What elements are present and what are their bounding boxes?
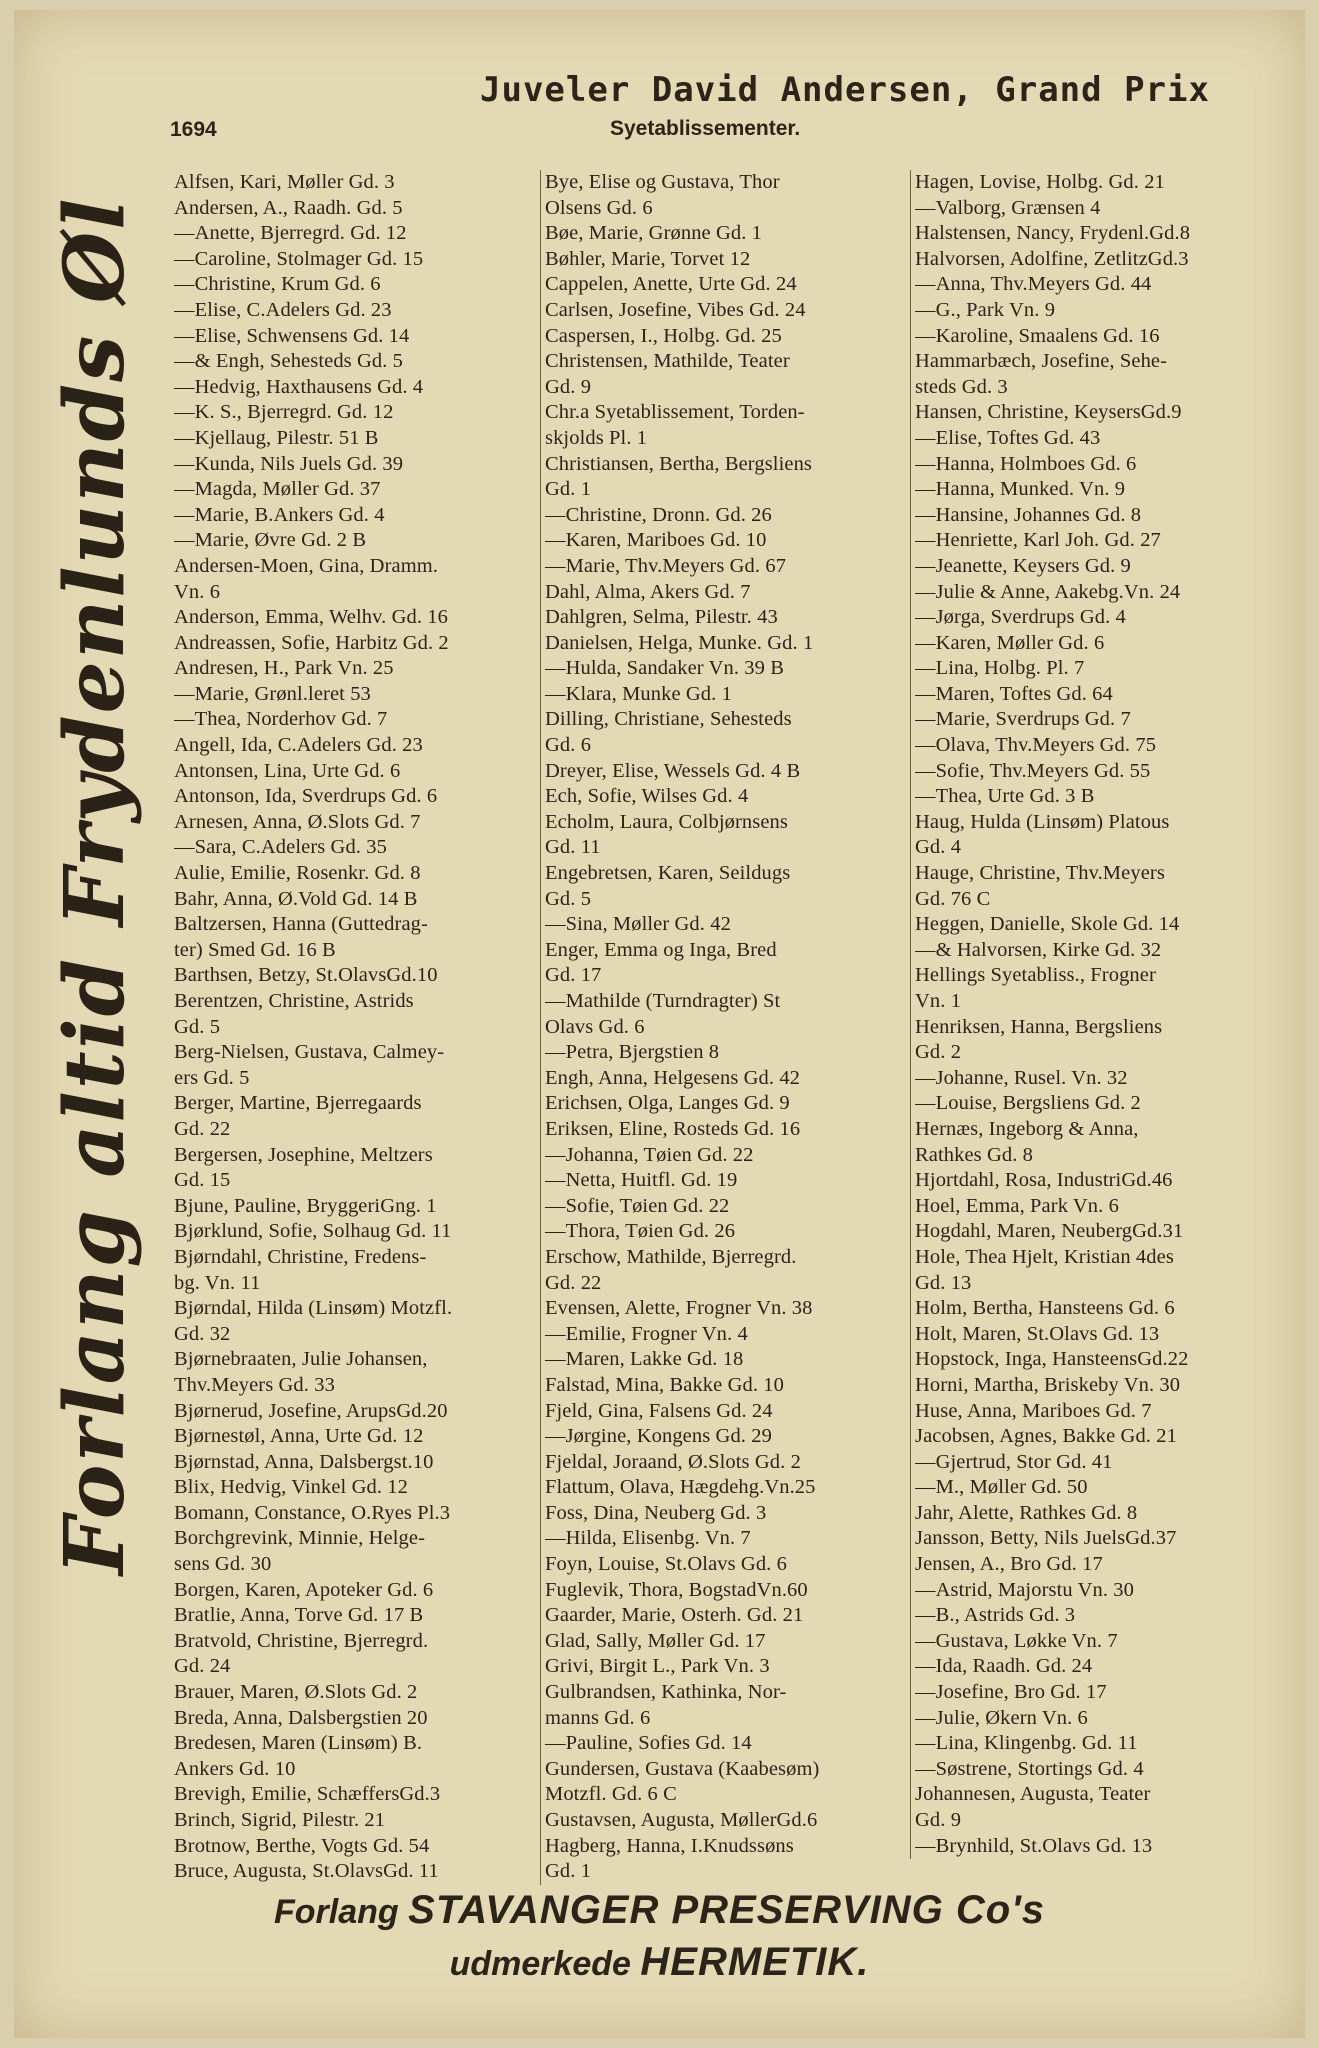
directory-entry: Andersen-Moen, Gina, Dramm. [174, 554, 439, 577]
directory-entry: Bjørnstad, Anna, Dalsbergst.10 [174, 1450, 434, 1473]
directory-entry: Bahr, Anna, Ø.Vold Gd. 14 B [174, 887, 418, 910]
directory-entry: Caspersen, I., Holbg. Gd. 25 [545, 324, 782, 347]
directory-entry: —Kunda, Nils Juels Gd. 39 [174, 452, 404, 475]
directory-entry: —Sofie, Tøien Gd. 22 [545, 1194, 730, 1217]
directory-entry: Bjørndal, Hilda (Linsøm) Motzfl. [174, 1297, 453, 1320]
directory-entry: —Klara, Munke Gd. 1 [545, 682, 732, 705]
directory-entry: Holt, Maren, St.Olavs Gd. 13 [915, 1322, 1160, 1345]
directory-entry: Johannesen, Augusta, Teater [915, 1783, 1151, 1806]
directory-entry: Aulie, Emilie, Rosenkr. Gd. 8 [174, 862, 421, 885]
directory-entry: Berentzen, Christine, Astrids [174, 990, 414, 1012]
directory-entry: Blix, Hedvig, Vinkel Gd. 12 [174, 1476, 408, 1499]
directory-entry: Dreyer, Elise, Wessels Gd. 4 B [545, 759, 801, 782]
directory-entry: Hagberg, Hanna, I.Knudssøns [545, 1834, 794, 1857]
directory-entry: Erichsen, Olga, Langes Gd. 9 [545, 1092, 790, 1115]
directory-entry: —Thea, Norderhov Gd. 7 [174, 708, 388, 731]
directory-entry: —Marie, Thv.Meyers Gd. 67 [545, 554, 787, 577]
directory-entry: —Hilda, Elisenbg. Vn. 7 [545, 1527, 751, 1550]
directory-entry: Heggen, Danielle, Skole Gd. 14 [915, 913, 1180, 936]
directory-entry: Bøe, Marie, Grønne Gd. 1 [545, 222, 763, 245]
directory-entry: —Petra, Bjergstien 8 [545, 1041, 720, 1064]
directory-entry: —Astrid, Majorstu Vn. 30 [915, 1578, 1134, 1601]
directory-entry: Bruce, Augusta, St.OlavsGd. 11 [174, 1860, 439, 1883]
directory-entry: Grivi, Birgit L., Park Vn. 3 [545, 1655, 770, 1678]
directory-entry: ers Gd. 5 [174, 1066, 250, 1089]
directory-entry: Borgen, Karen, Apoteker Gd. 6 [174, 1578, 434, 1601]
directory-entry: Gd. 17 [545, 964, 602, 987]
directory-entry: Thv.Meyers Gd. 33 [174, 1373, 335, 1396]
directory-entry: Bomann, Constance, O.Ryes Pl.3 [174, 1501, 451, 1524]
directory-entry: —& Engh, Sehesteds Gd. 5 [174, 350, 404, 373]
directory-entry: Gaarder, Marie, Osterh. Gd. 21 [545, 1604, 804, 1627]
directory-entry: —Caroline, Stolmager Gd. 15 [174, 247, 424, 270]
directory-entry: Gd. 9 [545, 375, 592, 398]
footer-advertisement-line-2 [0, 1940, 1319, 1985]
directory-entry: Holm, Bertha, Hansteens Gd. 6 [915, 1297, 1175, 1320]
directory-entry: skjolds Pl. 1 [545, 426, 648, 449]
directory-entry: Motzfl. Gd. 6 C [545, 1783, 677, 1806]
directory-entry: —Gjertrud, Stor Gd. 41 [915, 1450, 1113, 1473]
directory-entry: —Louise, Bergsliens Gd. 2 [915, 1092, 1141, 1115]
directory-entry: —Marie, B.Ankers Gd. 4 [174, 503, 385, 526]
directory-entry: Bjune, Pauline, BryggeriGng. 1 [174, 1194, 437, 1217]
directory-entry: —& Halvorsen, Kirke Gd. 32 [915, 938, 1162, 961]
section-title: Syetablissementer. [610, 117, 801, 140]
directory-entry: —B., Astrids Gd. 3 [915, 1604, 1076, 1627]
directory-entry: —Maren, Lakke Gd. 18 [545, 1348, 744, 1371]
directory-entry: —Pauline, Sofies Gd. 14 [545, 1732, 752, 1755]
directory-entry: —Christine, Dronn. Gd. 26 [545, 503, 772, 526]
directory-entry: Halvorsen, Adolfine, ZetlitzGd.3 [915, 247, 1189, 270]
directory-entry: Henriksen, Hanna, Bergsliens [915, 1015, 1163, 1038]
directory-entry: Hellings Syetabliss., Frogner [915, 964, 1156, 987]
directory-entry: Bjørnerud, Josefine, ArupsGd.20 [174, 1399, 448, 1422]
directory-entry: —Sina, Møller Gd. 42 [545, 913, 731, 936]
directory-entry: Arnesen, Anna, Ø.Slots Gd. 7 [174, 810, 421, 833]
directory-entry: sens Gd. 30 [174, 1553, 272, 1576]
directory-entry: Flattum, Olava, Hægdehg.Vn.25 [545, 1476, 816, 1499]
directory-entry: Enger, Emma og Inga, Bred [545, 938, 777, 961]
directory-entry: Erschow, Mathilde, Bjerregrd. [545, 1245, 797, 1268]
directory-entry: Gundersen, Gustava (Kaabesøm) [545, 1757, 820, 1780]
directory-entry: Andreassen, Sofie, Harbitz Gd. 2 [174, 631, 449, 654]
directory-entry: Gd. 22 [545, 1271, 602, 1294]
directory-entry: Hansen, Christine, KeysersGd.9 [915, 401, 1182, 424]
directory-entry: Bjørndahl, Christine, Fredens- [174, 1245, 427, 1268]
side-advertisement: Forlang altid Frydenlunds Øl [47, 196, 143, 1575]
directory-entry: Fjeldal, Joraand, Ø.Slots Gd. 2 [545, 1450, 801, 1473]
directory-entry: Gd. 15 [174, 1169, 231, 1192]
directory-entry: manns Gd. 6 [545, 1706, 651, 1729]
directory-entry: Gd. 1 [545, 478, 592, 501]
directory-entry: Brauer, Maren, Ø.Slots Gd. 2 [174, 1681, 418, 1704]
footer-line-2-prefix: udmerkede [449, 1945, 631, 1983]
directory-entry: Berger, Martine, Bjerregaards [174, 1092, 422, 1115]
directory-entry: Echolm, Laura, Colbjørnsens [545, 810, 788, 833]
directory-entry: —Mathilde (Turndragter) St [545, 990, 781, 1012]
directory-entry: Hagen, Lovise, Holbg. Gd. 21 [915, 171, 1165, 193]
directory-entry: —Jørga, Sverdrups Gd. 4 [915, 606, 1126, 629]
directory-entry: Christiansen, Bertha, Bergsliens [545, 452, 813, 475]
directory-entry: Carlsen, Josefine, Vibes Gd. 24 [545, 298, 806, 321]
directory-entry: —G., Park Vn. 9 [915, 298, 1056, 321]
directory-entry: —Ida, Raadh. Gd. 24 [915, 1655, 1093, 1678]
directory-entry: Falstad, Mina, Bakke Gd. 10 [545, 1373, 784, 1396]
directory-entry: Hammarbæch, Josefine, Sehe- [915, 350, 1168, 373]
directory-entry: Gd. 2 [915, 1041, 962, 1064]
directory-column-2 [540, 170, 901, 1885]
directory-entry: Hjortdahl, Rosa, IndustriGd.46 [915, 1169, 1173, 1192]
directory-entry: Evensen, Alette, Frogner Vn. 38 [545, 1297, 813, 1320]
directory-entry: Huse, Anna, Mariboes Gd. 7 [915, 1399, 1152, 1422]
directory-entry: Bye, Elise og Gustava, Thor [545, 171, 780, 193]
directory-entry: —Gustava, Løkke Vn. 7 [915, 1629, 1118, 1652]
directory-entry: Angell, Ida, C.Adelers Gd. 23 [174, 734, 423, 757]
directory-entry: Borchgrevink, Minnie, Helge- [174, 1527, 426, 1550]
directory-entry: steds Gd. 3 [915, 375, 1008, 398]
directory-entry: —Marie, Sverdrups Gd. 7 [915, 708, 1131, 731]
directory-entry: Andresen, H., Park Vn. 25 [174, 657, 394, 680]
directory-entry: —Marie, Øvre Gd. 2 B [174, 529, 367, 552]
directory-entry: Chr.a Syetablissement, Torden- [545, 401, 805, 424]
directory-entry: Foss, Dina, Neuberg Gd. 3 [545, 1501, 767, 1524]
directory-entry: —Kjellaug, Pilestr. 51 B [174, 426, 379, 449]
directory-entry: —Karen, Møller Gd. 6 [915, 631, 1105, 654]
directory-entry: Barthsen, Betzy, St.OlavsGd.10 [174, 964, 438, 987]
directory-entry: Brotnow, Berthe, Vogts Gd. 54 [174, 1834, 430, 1857]
directory-entry: Alfsen, Kari, Møller Gd. 3 [174, 171, 395, 193]
directory-entry: Gd. 9 [915, 1809, 962, 1831]
directory-entry: —Hanna, Munked. Vn. 9 [915, 478, 1126, 501]
directory-entry: —Sofie, Thv.Meyers Gd. 55 [915, 759, 1151, 782]
directory-entry: —Henriette, Karl Joh. Gd. 27 [915, 529, 1161, 552]
directory-entry: Breda, Anna, Dalsbergstien 20 [174, 1706, 428, 1729]
directory-entry: Jensen, A., Bro Gd. 17 [915, 1553, 1103, 1576]
directory-entry: —Thea, Urte Gd. 3 B [915, 785, 1095, 808]
directory-entry: —Netta, Huitfl. Gd. 19 [545, 1169, 738, 1192]
directory-entry: —Hansine, Johannes Gd. 8 [915, 503, 1142, 526]
directory-entry: Halstensen, Nancy, Frydenl.Gd.8 [915, 222, 1191, 245]
directory-entry: —Marie, Grønl.leret 53 [174, 682, 371, 705]
directory-entry: —Karoline, Smaalens Gd. 16 [915, 324, 1160, 347]
directory-entry: Gd. 5 [174, 1015, 221, 1038]
directory-entry: Bjørnebraaten, Julie Johansen, [174, 1348, 428, 1371]
directory-column-3 [910, 170, 1279, 1859]
directory-entry: Christensen, Mathilde, Teater [545, 350, 790, 373]
directory-entry: Dahl, Alma, Akers Gd. 7 [545, 580, 751, 603]
directory-entry: —Emilie, Frogner Vn. 4 [545, 1322, 748, 1345]
directory-entry: Antonsen, Lina, Urte Gd. 6 [174, 759, 401, 782]
directory-entry: Antonson, Ida, Sverdrups Gd. 6 [174, 785, 438, 808]
directory-entry: —Johanna, Tøien Gd. 22 [545, 1143, 754, 1166]
directory-entry: —Josefine, Bro Gd. 17 [915, 1681, 1107, 1704]
directory-entry: Eriksen, Eline, Rosteds Gd. 16 [545, 1117, 801, 1140]
directory-entry: Bergersen, Josephine, Meltzers [174, 1143, 433, 1166]
directory-entry: Jacobsen, Agnes, Bakke Gd. 21 [915, 1425, 1177, 1448]
directory-entry: Anderson, Emma, Welhv. Gd. 16 [174, 606, 448, 629]
footer-line-2-brand: HERMETIK. [640, 1940, 870, 1984]
footer-line-1-prefix: Forlang [274, 1893, 399, 1931]
directory-entry: —Lina, Holbg. Pl. 7 [915, 657, 1085, 680]
directory-entry: —Elise, Schwensens Gd. 14 [174, 324, 410, 347]
directory-entry: Hopstock, Inga, HansteensGd.22 [915, 1348, 1189, 1371]
directory-entry: —Thora, Tøien Gd. 26 [545, 1220, 736, 1243]
directory-entry: Gd. 1 [545, 1860, 592, 1883]
directory-entry: Engebretsen, Karen, Seildugs [545, 862, 791, 885]
directory-entry: —Jørgine, Kongens Gd. 29 [545, 1425, 772, 1448]
directory-entry: Rathkes Gd. 8 [915, 1143, 1034, 1166]
directory-entry: —Hanna, Holmboes Gd. 6 [915, 452, 1137, 475]
directory-entry: Bratlie, Anna, Torve Gd. 17 B [174, 1604, 424, 1627]
directory-entry: Bjørnestøl, Anna, Urte Gd. 12 [174, 1425, 424, 1448]
directory-entry: Hernæs, Ingeborg & Anna, [915, 1117, 1139, 1140]
directory-entry: —Maren, Toftes Gd. 64 [915, 682, 1113, 705]
directory-entry: Gd. 32 [174, 1322, 231, 1345]
directory-entry: Bratvold, Christine, Bjerregrd. [174, 1629, 429, 1652]
directory-entry: Gd. 4 [915, 836, 962, 859]
directory-entry: —Magda, Møller Gd. 37 [174, 478, 381, 501]
directory-entry: Olavs Gd. 6 [545, 1015, 645, 1038]
directory-entry: —Olava, Thv.Meyers Gd. 75 [915, 734, 1157, 757]
directory-entry: Bjørklund, Sofie, Solhaug Gd. 11 [174, 1220, 452, 1243]
directory-column-1 [172, 170, 534, 1885]
directory-entry: Hogdahl, Maren, NeubergGd.31 [915, 1220, 1184, 1243]
directory-entry: Jahr, Alette, Rathkes Gd. 8 [915, 1501, 1138, 1524]
directory-entry: bg. Vn. 11 [174, 1271, 261, 1294]
footer-advertisement-line-1 [0, 1888, 1319, 1933]
directory-entry: —Brynhild, St.Olavs Gd. 13 [915, 1834, 1153, 1857]
page-number: 1694 [170, 118, 217, 141]
directory-entry: Brinch, Sigrid, Pilestr. 21 [174, 1809, 386, 1831]
directory-entry: Gd. 24 [174, 1655, 231, 1678]
directory-entry: —M., Møller Gd. 50 [915, 1476, 1088, 1499]
directory-entry: —Johanne, Rusel. Vn. 32 [915, 1066, 1128, 1089]
footer-line-1-brand: STAVANGER PRESERVING Co's [408, 1888, 1045, 1932]
directory-entry: —Sara, C.Adelers Gd. 35 [174, 836, 387, 859]
directory-entry: —Hedvig, Haxthausens Gd. 4 [174, 375, 424, 398]
directory-entry: Horni, Martha, Briskeby Vn. 30 [915, 1373, 1181, 1396]
directory-entry: Cappelen, Anette, Urte Gd. 24 [545, 273, 797, 296]
directory-entry: —Hulda, Sandaker Vn. 39 B [545, 657, 784, 680]
directory-entry: Vn. 1 [915, 990, 962, 1012]
directory-entry: —Lina, Klingenbg. Gd. 11 [915, 1732, 1138, 1755]
directory-entry: Bredesen, Maren (Linsøm) B. [174, 1732, 423, 1755]
directory-entry: Gd. 5 [545, 887, 592, 910]
directory-entry: Brevigh, Emilie, SchæffersGd.3 [174, 1783, 441, 1806]
directory-entry: Glad, Sally, Møller Gd. 17 [545, 1629, 766, 1652]
directory-entry: Gustavsen, Augusta, MøllerGd.6 [545, 1809, 818, 1831]
directory-entry: Hoel, Emma, Park Vn. 6 [915, 1194, 1119, 1217]
directory-entry: Gd. 13 [915, 1271, 972, 1294]
directory-entry: Haug, Hulda (Linsøm) Platous [915, 810, 1170, 833]
directory-entry: —Julie & Anne, Aakebg.Vn. 24 [915, 580, 1181, 603]
directory-entry: —Valborg, Grænsen 4 [915, 196, 1101, 219]
directory-entry: Fjeld, Gina, Falsens Gd. 24 [545, 1399, 773, 1422]
directory-entry: Dilling, Christiane, Sehesteds [545, 708, 792, 731]
directory-entry: Hole, Thea Hjelt, Kristian 4des [915, 1245, 1174, 1268]
directory-entry: —Karen, Mariboes Gd. 10 [545, 529, 767, 552]
directory-entry: Jansson, Betty, Nils JuelsGd.37 [915, 1527, 1177, 1550]
directory-entry: —Anette, Bjerregrd. Gd. 12 [174, 222, 407, 245]
directory-entry: —K. S., Bjerregrd. Gd. 12 [174, 401, 394, 424]
directory-entry: Fuglevik, Thora, BogstadVn.60 [545, 1578, 808, 1601]
directory-entry: Gd. 11 [545, 836, 601, 859]
directory-entry: Gd. 6 [545, 734, 592, 757]
directory-entry: —Christine, Krum Gd. 6 [174, 273, 381, 296]
directory-entry: Baltzersen, Hanna (Guttedrag- [174, 913, 428, 936]
directory-entry: —Søstrene, Stortings Gd. 4 [915, 1757, 1144, 1780]
directory-entry: —Elise, Toftes Gd. 43 [915, 426, 1101, 449]
directory-entry: Gd. 76 C [915, 887, 991, 910]
directory-entry: Olsens Gd. 6 [545, 196, 653, 219]
directory-entry: Berg-Nielsen, Gustava, Calmey- [174, 1041, 445, 1064]
directory-entry: Engh, Anna, Helgesens Gd. 42 [545, 1066, 801, 1089]
directory-entry: ter) Smed Gd. 16 B [174, 938, 336, 961]
directory-entry: —Jeanette, Keysers Gd. 9 [915, 554, 1131, 577]
directory-entry: —Elise, C.Adelers Gd. 23 [174, 298, 392, 321]
directory-entry: Ech, Sofie, Wilses Gd. 4 [545, 785, 749, 808]
directory-entry: Andersen, A., Raadh. Gd. 5 [174, 196, 403, 219]
directory-entry: —Anna, Thv.Meyers Gd. 44 [915, 273, 1152, 296]
directory-entry: Foyn, Louise, St.Olavs Gd. 6 [545, 1553, 787, 1576]
directory-entry: Ankers Gd. 10 [174, 1757, 296, 1780]
directory-entry: Bøhler, Marie, Torvet 12 [545, 247, 751, 270]
directory-entry: Gulbrandsen, Kathinka, Nor- [545, 1681, 787, 1704]
header-advertisement: Juveler David Andersen, Grand Prix [480, 70, 1210, 110]
directory-entry: Gd. 22 [174, 1117, 231, 1140]
directory-entry: Vn. 6 [174, 580, 221, 603]
directory-entry: Danielsen, Helga, Munke. Gd. 1 [545, 631, 814, 654]
directory-entry: Hauge, Christine, Thv.Meyers [915, 862, 1165, 885]
directory-entry: —Julie, Økern Vn. 6 [915, 1706, 1088, 1729]
directory-entry: Dahlgren, Selma, Pilestr. 43 [545, 606, 778, 629]
